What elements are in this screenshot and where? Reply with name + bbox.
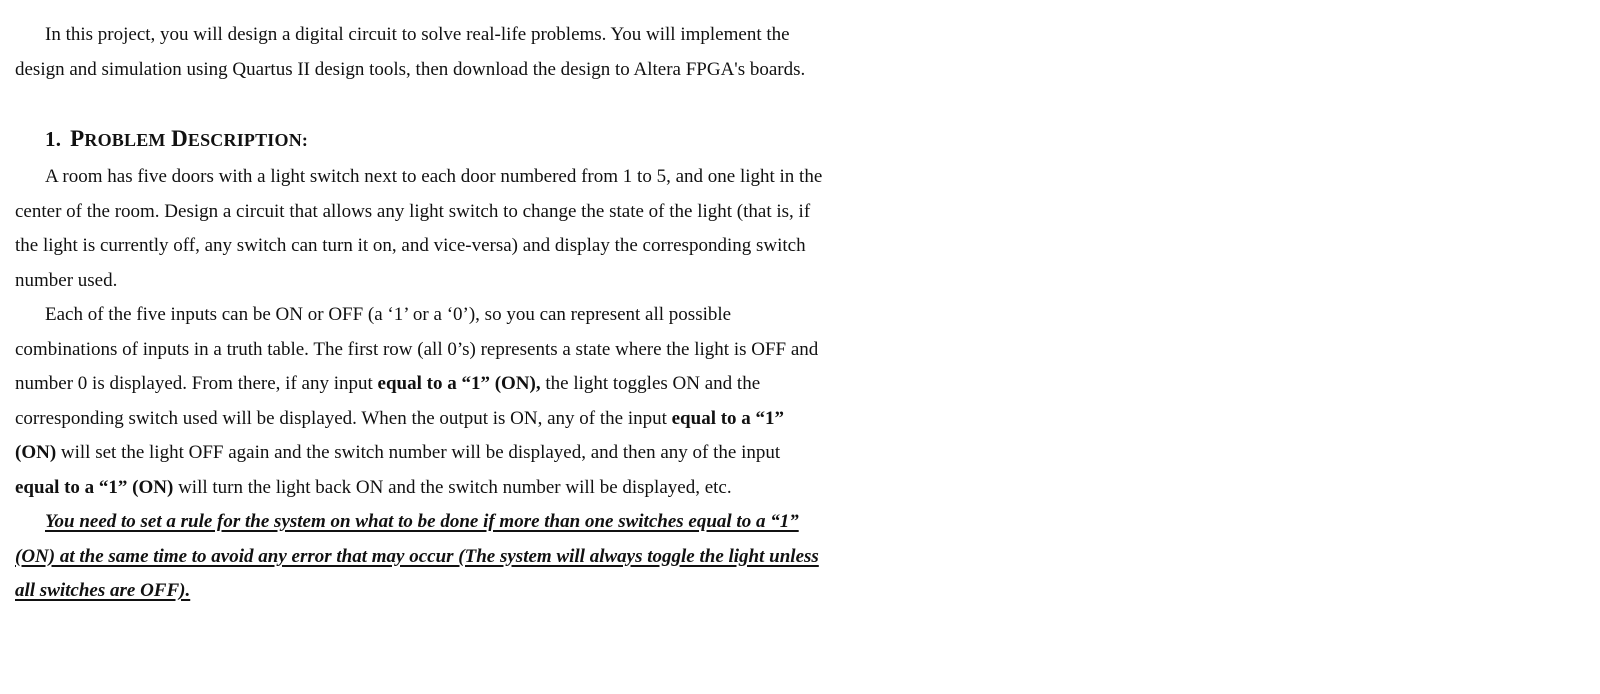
rule-paragraph xyxy=(15,505,827,609)
inputs-bold-3: equal to a “1” (ON) xyxy=(15,476,174,498)
section-number: 1. xyxy=(45,127,62,151)
inputs-paragraph xyxy=(15,298,827,505)
problem-paragraph: A room has five doors with a light switch next to each door numbered from 1 to 5, and one light in the center of the room. Design a circuit that allows any light switch to change the state of the light (that is, if the light is currently off, any switch can turn it on, and vice-versa) and display the corresponding switch number used. xyxy=(15,166,823,291)
section-heading xyxy=(15,122,827,157)
heading-cap-2: D xyxy=(171,126,188,151)
paragraph-spacer xyxy=(15,87,827,122)
rule-text: You need to set a rule for the system on what to be done if more than one switches equal to a “1” (ON) at the same time to avoid any error that may occur (The system will always toggle the light unless all switches are OFF). xyxy=(15,511,819,601)
inputs-bold-2: equal to a “1” (ON) xyxy=(15,407,785,463)
document-body xyxy=(15,18,827,609)
heading-smallcaps-1: ROBLEM xyxy=(84,130,166,150)
heading-cap-1: P xyxy=(70,126,85,151)
inputs-text-3: will set the light OFF again and the switch number will be displayed, and then any of the input xyxy=(56,442,781,463)
inputs-bold-1: equal to a “1” (ON), xyxy=(377,373,541,394)
inputs-text-4: will turn the light back ON and the switch number will be displayed, etc. xyxy=(173,476,732,498)
inputs-text-1: Each of the five inputs can be ON or OFF (a ‘1’ or a ‘0’), so you can represent all possible combinations of inputs in a truth table. The first row (all 0’s) represents a state where the light is OFF and number 0 is displayed. From there, if any input xyxy=(15,304,819,394)
inputs-text-2: the light toggles ON and the corresponding switch used will be displayed. When the output is ON, any of the input xyxy=(15,373,761,429)
heading-smallcaps-2: ESCRIPTION: xyxy=(187,130,309,150)
intro-paragraph: In this project, you will design a digital circuit to solve real-life problems. You will implement the design and simulation using Quartus II design tools, then download the design to Altera FPGA's boards. xyxy=(15,24,806,80)
